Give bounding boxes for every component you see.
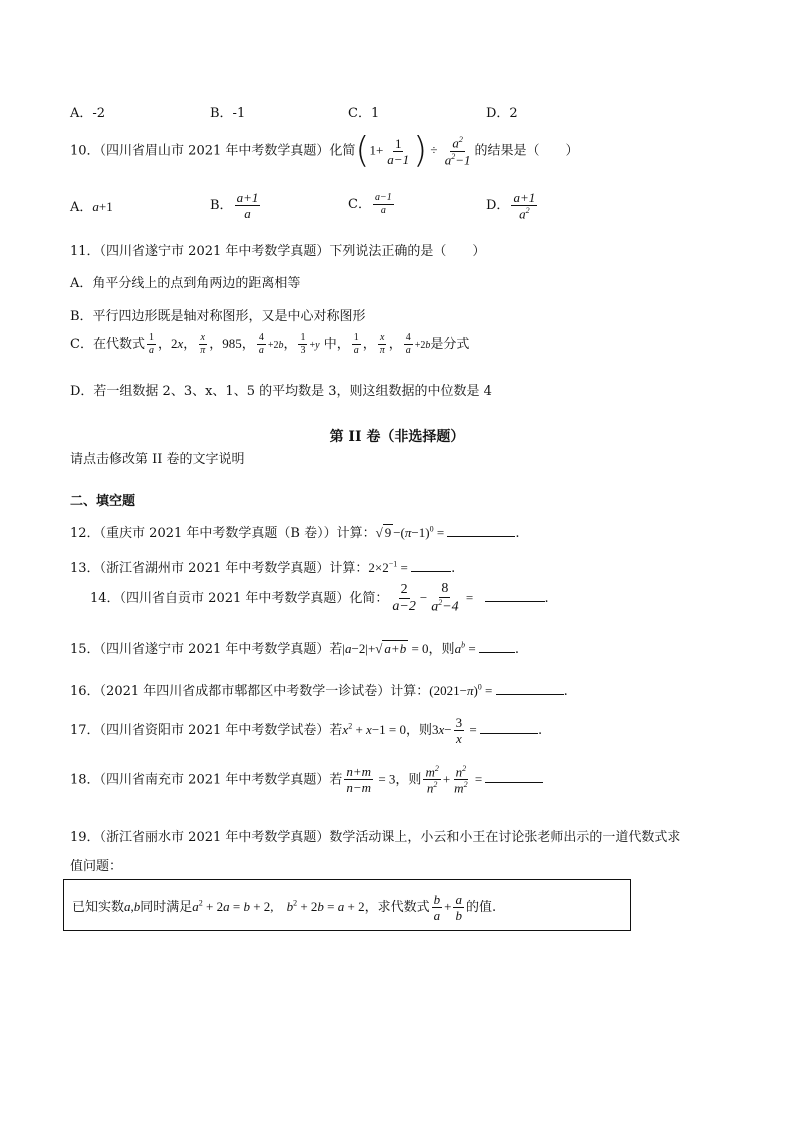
answer-blank[interactable] <box>485 770 543 783</box>
answer-blank[interactable] <box>447 524 515 537</box>
question-15: 15．（四川省遂宁市 2021 年中考数学真题）若|a−2|+√ a+b = 0，则$a^b$ = . <box>70 640 520 657</box>
answer-blank[interactable] <box>411 559 451 572</box>
section-heading: 二、填空题 <box>70 494 136 509</box>
question-14: 14．（四川省自贡市 2021 年中考数学真题）化简： $\frac{2}{a-2}$ − $\frac{8}{a^2-4}$ = . <box>90 581 549 615</box>
question-19: 19．（浙江省丽水市 2021 年中考数学真题）数学活动课上，小云和小王在讨论张老师出示的一道代数式求 <box>70 830 681 845</box>
option-d: D．若一组数据 2、3、x、1、5 的平均数是 3，则这组数据的中位数是 4 <box>70 384 492 399</box>
answer-blank[interactable] <box>480 721 538 734</box>
option-d: D．2 <box>486 106 518 121</box>
option-c: C．在代数式 $\frac{1}{a}$ ，2x， $\frac{x}{\pi}$ ，985， $\frac{4}{a}$ +2b， $\frac{1}{3}$ +y 中， $\frac{1}{a}$ ， $\frac{x}{\pi}$ ， $\frac{4}{a}$ +2b是分式 <box>70 332 470 356</box>
question-18: 18．（四川省南充市 2021 年中考数学真题）若 $\frac{n+m}{n-m}$ = 3，则 $\frac{m^2}{n^2}$ + $\frac{n^2}{m^2}$ = <box>70 765 543 795</box>
option-d: D． $\frac{a+1}{a^2}$ <box>486 190 536 222</box>
option-a: A．a+1 <box>70 199 113 215</box>
section-note[interactable]: 请点击修改第 II 卷的文字说明 <box>70 452 245 467</box>
question-19-cont: 值问题： <box>70 859 123 874</box>
question-10-stem: 10．（四川省眉山市 2021 年中考数学真题）化简 <box>70 143 356 159</box>
answer-blank[interactable] <box>496 682 564 695</box>
option-b: B．-1 <box>210 106 246 121</box>
option-c: C． $\frac{a-1}{a}$ <box>348 192 392 216</box>
question-17: 17．（四川省资阳市 2021 年中考数学试卷）若$x^2 + x-1 = 0$，则3x− $\frac{3}{x}$ = . <box>70 715 543 746</box>
question-12: 12．（重庆市 2021 年中考数学真题（B 卷））计算：√ $9 -(\pi-1)^0$ = . <box>70 524 520 541</box>
option-b: B． $\frac{a+1}{a}$ <box>210 190 259 221</box>
question-16: 16．（2021 年四川省成都市郫都区中考数学一诊试卷）计算：$(2021-\pi)^0$ = . <box>70 682 568 699</box>
question-13: 13．（浙江省湖州市 2021 年中考数学真题）计算：$2\times 2^{-1}$ = . <box>70 559 456 576</box>
option-c: C．1 <box>348 106 380 121</box>
answer-blank[interactable] <box>479 640 515 653</box>
answer-blank[interactable] <box>485 589 545 602</box>
question-10: 10．（四川省眉山市 2021 年中考数学真题）化简(1+ $\frac{1}{a-1}$ ) ÷ $\frac{a^2}{a^2-1}$ 的结果是（ ） <box>70 130 579 171</box>
section-title: 第 II 卷（非选择题） <box>329 429 465 445</box>
question-11: 11．（四川省遂宁市 2021 年中考数学真题）下列说法正确的是（ ） <box>70 244 486 259</box>
option-a: A．-2 <box>70 106 106 121</box>
option-a: A．角平分线上的点到角两边的距离相等 <box>70 276 301 291</box>
problem-box-text: 已知实数a,b同时满足$a^2 + 2a = b + 2$, $b^2 + 2b = a + 2$，求代数式 $\frac{b}{a}$ + $\frac{a}{b}$ 的值. <box>72 892 497 923</box>
option-b: B．平行四边形既是轴对称图形，又是中心对称图形 <box>70 309 366 324</box>
